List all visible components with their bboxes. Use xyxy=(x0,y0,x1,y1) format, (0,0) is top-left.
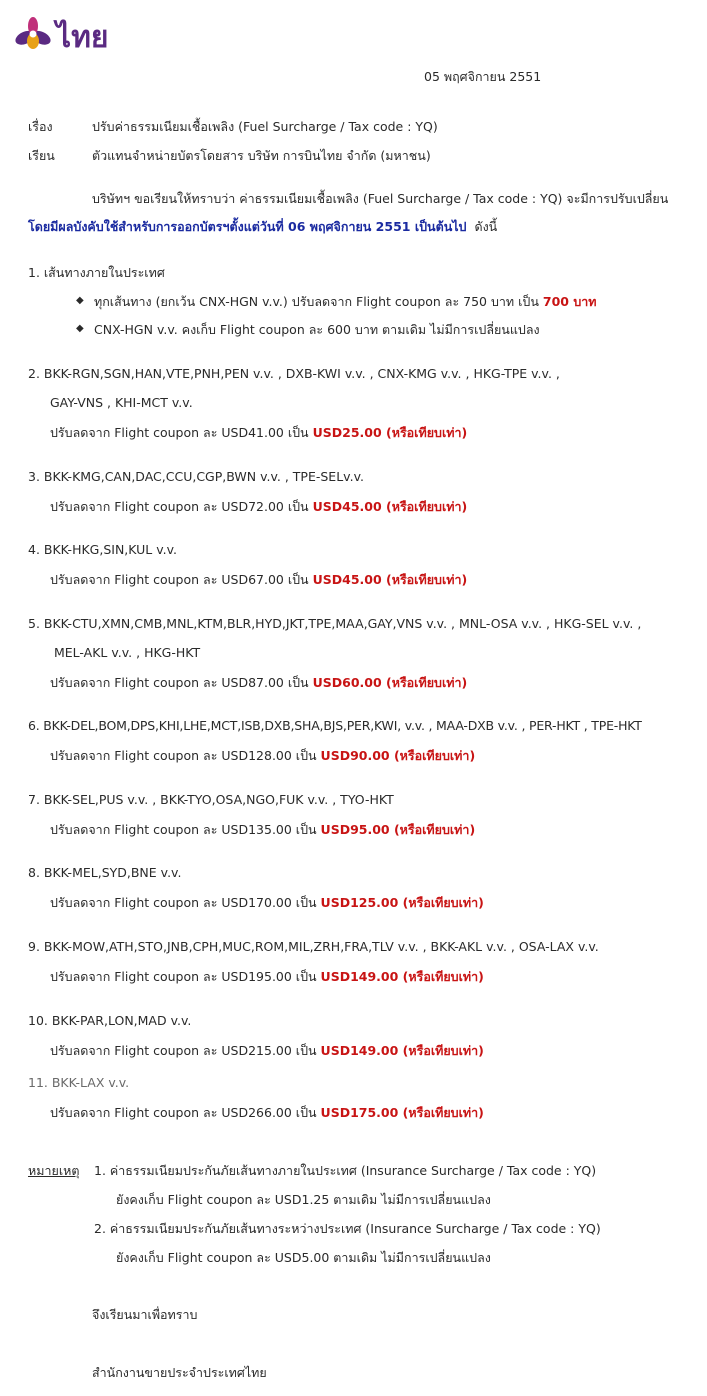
price-text: ปรับลดจาก Flight coupon ละ USD195.00 เป็น xyxy=(50,969,317,984)
effective-date-text: โดยมีผลบังคับใช้สำหรับการออกบัตรฯตั้งแต่วันที่ 06 พฤศจิกายน 2551 เป็นต้นไป xyxy=(28,219,467,234)
price-text: ปรับลดจาก Flight coupon ละ USD128.00 เป็น xyxy=(50,748,317,763)
notes-label: หมายเหตุ xyxy=(28,1163,80,1178)
document-date: 05 พฤศจิกายน 2551 xyxy=(424,69,542,84)
new-price: USD149.00 (หรือเทียบเท่า) xyxy=(320,1043,484,1058)
item-price xyxy=(50,570,467,590)
item-1-title: 1. เส้นทางภายในประเทศ xyxy=(28,265,165,280)
item-price xyxy=(50,746,475,766)
note-1: 1. ค่าธรรมเนียมประกันภัยเส้นทางภายในประเทศ (Insurance Surcharge / Tax code : YQ) xyxy=(94,1163,597,1178)
price-text: ปรับลดจาก Flight coupon ละ USD41.00 เป็น xyxy=(50,425,309,440)
item-price xyxy=(50,497,467,517)
bullet-icon: ◆ xyxy=(76,323,84,334)
item-price xyxy=(50,1041,484,1061)
price-text: ปรับลดจาก Flight coupon ละ USD72.00 เป็น xyxy=(50,499,309,514)
logo-text: ไทย xyxy=(56,20,109,55)
new-price: USD175.00 (หรือเทียบเท่า) xyxy=(320,1105,484,1120)
item-price xyxy=(50,423,467,443)
price-text: ปรับลดจาก Flight coupon ละ USD67.00 เป็น xyxy=(50,572,309,587)
price-text: ปรับลดจาก Flight coupon ละ USD135.00 เป็น xyxy=(50,822,317,837)
intro-line-1: บริษัทฯ ขอเรียนให้ทราบว่า ค่าธรรมเนียมเชื้อเพลิง (Fuel Surcharge / Tax code : YQ) จะมีการปรับเปลี่ยน xyxy=(92,191,669,206)
item-routes: 6. BKK-DEL,BOM,DPS,KHI,LHE,MCT,ISB,DXB,SHA,BJS,PER,KWI, v.v. , MAA-DXB v.v. , PER-HKT , TPE-HKT xyxy=(28,718,642,733)
note-2: 2. ค่าธรรมเนียมประกันภัยเส้นทางระหว่างประเทศ (Insurance Surcharge / Tax code : YQ) xyxy=(94,1221,601,1236)
intro-line-2 xyxy=(28,217,497,237)
price-text: ปรับลดจาก Flight coupon ละ USD170.00 เป็น xyxy=(50,895,317,910)
item-1-new-fee: 700 บาท xyxy=(542,294,597,309)
closing-text: จึงเรียนมาเพื่อทราบ xyxy=(92,1307,198,1322)
subject-label: เรื่อง xyxy=(28,119,53,134)
intro-line-2-tail: ดังนี้ xyxy=(474,219,498,234)
note-1-detail: ยังคงเก็บ Flight coupon ละ USD1.25 ตามเดิม ไม่มีการเปลี่ยนแปลง xyxy=(116,1192,491,1207)
item-routes: 7. BKK-SEL,PUS v.v. , BKK-TYO,OSA,NGO,FUK v.v. , TYO-HKT xyxy=(28,792,394,807)
item-routes: 11. BKK-LAX v.v. xyxy=(28,1075,130,1090)
item-routes: 9. BKK-MOW,ATH,STO,JNB,CPH,MUC,ROM,MIL,ZRH,FRA,TLV v.v. , BKK-AKL v.v. , OSA-LAX v.v. xyxy=(28,939,599,954)
item-price xyxy=(50,673,467,693)
new-price: USD60.00 (หรือเทียบเท่า) xyxy=(312,675,468,690)
item-price xyxy=(50,820,475,840)
subject-text: ปรับค่าธรรมเนียมเชื้อเพลิง (Fuel Surcharge / Tax code : YQ) xyxy=(92,119,438,134)
recipient-label: เรียน xyxy=(28,148,55,163)
sender-text: สำนักงานขายประจำประเทศไทย xyxy=(92,1365,267,1380)
item-routes: 8. BKK-MEL,SYD,BNE v.v. xyxy=(28,865,182,880)
item-routes: 4. BKK-HKG,SIN,KUL v.v. xyxy=(28,542,178,557)
recipient-text: ตัวแทนจำหน่ายบัตรโดยสาร บริษัท การบินไทย จำกัด (มหาชน) xyxy=(92,148,431,163)
item-routes: 2. BKK-RGN,SGN,HAN,VTE,PNH,PEN v.v. , DXB-KWI v.v. , CNX-KMG v.v. , HKG-TPE v.v. , xyxy=(28,366,560,381)
price-text: ปรับลดจาก Flight coupon ละ USD87.00 เป็น xyxy=(50,675,309,690)
item-1-bullet-1 xyxy=(94,292,597,312)
new-price: USD95.00 (หรือเทียบเท่า) xyxy=(320,822,476,837)
new-price: USD45.00 (หรือเทียบเท่า) xyxy=(312,572,468,587)
note-2-detail: ยังคงเก็บ Flight coupon ละ USD5.00 ตามเดิม ไม่มีการเปลี่ยนแปลง xyxy=(116,1250,491,1265)
new-price: USD90.00 (หรือเทียบเท่า) xyxy=(320,748,476,763)
new-price: USD125.00 (หรือเทียบเท่า) xyxy=(320,895,484,910)
new-price: USD25.00 (หรือเทียบเท่า) xyxy=(312,425,468,440)
item-1-bullet-1-text: ทุกเส้นทาง (ยกเว้น CNX-HGN v.v.) ปรับลดจาก Flight coupon ละ 750 บาท เป็น xyxy=(94,294,539,309)
thai-airways-logo xyxy=(8,12,120,56)
item-routes-cont: GAY-VNS , KHI-MCT v.v. xyxy=(50,395,193,410)
item-routes-cont: MEL-AKL v.v. , HKG-HKT xyxy=(54,645,201,660)
item-1-bullet-2: CNX-HGN v.v. คงเก็บ Flight coupon ละ 600 บาท ตามเดิม ไม่มีการเปลี่ยนแปลง xyxy=(94,322,540,337)
item-routes: 10. BKK-PAR,LON,MAD v.v. xyxy=(28,1013,192,1028)
new-price: USD45.00 (หรือเทียบเท่า) xyxy=(312,499,468,514)
item-routes: 5. BKK-CTU,XMN,CMB,MNL,KTM,BLR,HYD,JKT,TPE,MAA,GAY,VNS v.v. , MNL-OSA v.v. , HKG-SEL v.v. , xyxy=(28,616,642,631)
item-price xyxy=(50,967,484,987)
item-routes: 3. BKK-KMG,CAN,DAC,CCU,CGP,BWN v.v. , TPE-SELv.v. xyxy=(28,469,364,484)
item-price xyxy=(50,1103,484,1123)
bullet-icon: ◆ xyxy=(76,295,84,306)
price-text: ปรับลดจาก Flight coupon ละ USD266.00 เป็น xyxy=(50,1105,317,1120)
item-price xyxy=(50,893,484,913)
new-price: USD149.00 (หรือเทียบเท่า) xyxy=(320,969,484,984)
price-text: ปรับลดจาก Flight coupon ละ USD215.00 เป็น xyxy=(50,1043,317,1058)
